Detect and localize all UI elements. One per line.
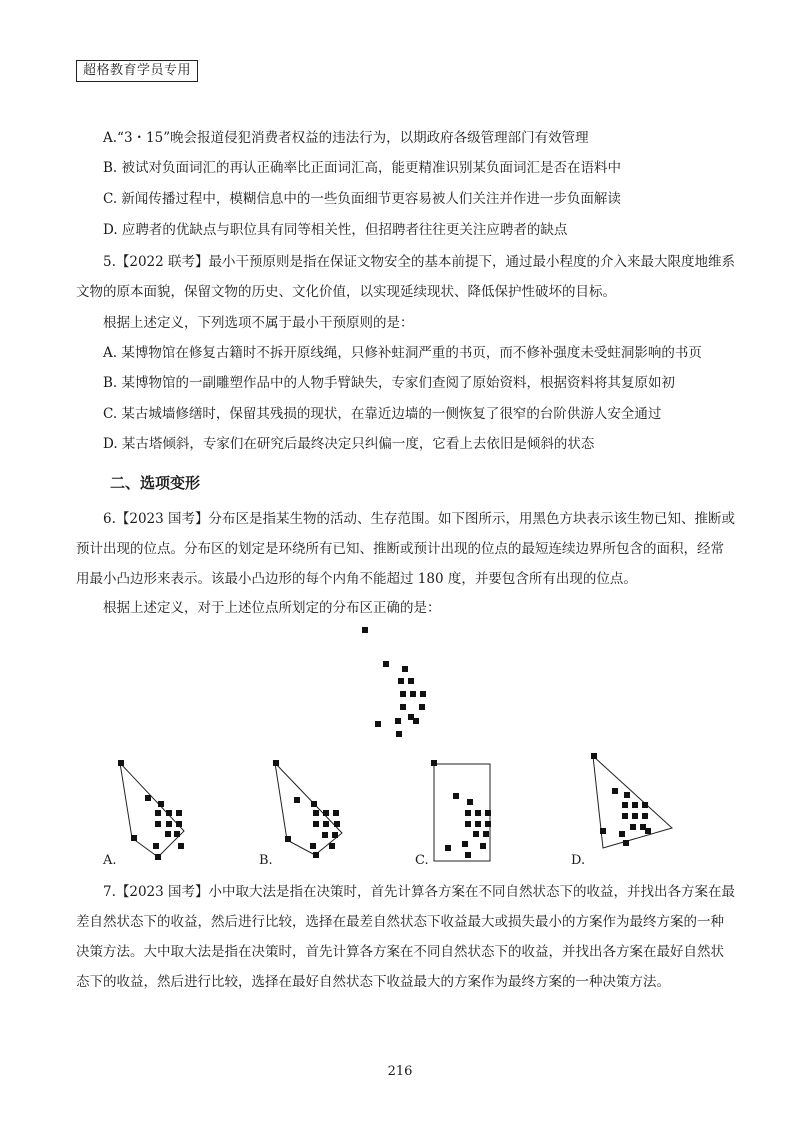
option-b-label: B. xyxy=(259,853,273,868)
site-point xyxy=(400,691,406,697)
q6-stem-line1: 6.【2023 国考】分布区是指某生物的活动、生存范围。如下图所示，用黑色方块表示该生物已知、推断或 xyxy=(103,511,736,527)
q5-stem-line1: 5.【2022 联考】最小干预原则是指在保证文物安全的基本前提下，通过最小程度的介入来最大限度地维系 xyxy=(103,254,736,270)
section-title: 二、选项变形 xyxy=(110,474,201,492)
site-point xyxy=(362,627,368,633)
q4-option-a: A.“3・15”晚会报道侵犯消费者权益的违法行为，以期政府各级管理部门有效管理 xyxy=(103,130,589,146)
option-a-figure[interactable] xyxy=(110,755,205,865)
q4-option-c: C. 新闻传播过程中，模糊信息中的一些负面细节更容易被人们关注并作进一步负面解读 xyxy=(103,191,621,207)
q6-stem-line3: 用最小凸边形来表示。该最小凸边形的每个内角不能超过 180 度，并要包含所有出现的位点。 xyxy=(76,571,637,587)
site-point xyxy=(396,731,402,737)
site-point xyxy=(395,718,401,724)
site-point xyxy=(398,678,404,684)
q5-option-d: D. 某古塔倾斜，专家们在研究后最终决定只纠偏一度，它看上去依旧是倾斜的状态 xyxy=(103,436,595,452)
q5-option-c: C. 某古城墙修缮时，保留其残损的现状，在靠近边墙的一侧恢复了很窄的台阶供游人安全通过 xyxy=(103,406,662,422)
q5-option-b: B. 某博物馆的一副雕塑作品中的人物手臂缺失，专家们查阅了原始资料，根据资料将其复原如初 xyxy=(103,375,676,391)
option-d-figure[interactable] xyxy=(585,748,685,858)
option-c-figure[interactable] xyxy=(425,755,500,865)
site-point xyxy=(402,666,408,672)
q6-stem-line2: 预计出现的位点。分布区的划定是环绕所有已知、推断或预计出现的位点的最短连续边界所包含的面积，经常 xyxy=(76,541,724,557)
q7-stem-line1: 7.【2023 国考】小中取大法是指在决策时，首先计算各方案在不同自然状态下的收益，并找出各方案在最 xyxy=(103,884,736,900)
option-a-label: A. xyxy=(103,853,117,868)
site-point xyxy=(419,704,425,710)
q4-option-d: D. 应聘者的优缺点与职位具有同等相关性，但招聘者往往更关注应聘者的缺点 xyxy=(103,222,568,238)
q7-stem-line3: 决策方法。大中取大法是指在决策时，首先计算各方案在不同自然状态下的收益，并找出各方案在最好自然状 xyxy=(76,944,724,960)
option-b-figure[interactable] xyxy=(265,755,365,865)
q6-prompt: 根据上述定义，对于上述位点所划定的分布区正确的是： xyxy=(103,600,441,616)
site-point xyxy=(383,661,389,667)
q7-stem-line4: 态下的收益，然后进行比较，选择在最好自然状态下收益最大的方案作为最终方案的一种决策方法。 xyxy=(76,974,670,990)
option-d-label: D. xyxy=(571,853,586,868)
q5-option-a: A. 某博物馆在修复古籍时不拆开原线绳，只修补蛀洞严重的书页，而不修补强度未受蛀洞影响的书页 xyxy=(103,345,702,361)
site-point xyxy=(410,691,416,697)
q7-stem-line2: 差自然状态下的收益，然后进行比较，选择在最差自然状态下收益最大或损失最小的方案作为最终方案的一种 xyxy=(76,914,724,930)
option-c-label: C. xyxy=(415,853,429,868)
point-cloud-figure xyxy=(355,622,445,742)
header-tag: 超格教育学员专用 xyxy=(76,60,198,82)
site-point xyxy=(408,678,414,684)
q4-option-b: B. 被试对负面词汇的再认正确率比正面词汇高，能更精准识别某负面词汇是否在语料中 xyxy=(103,160,622,176)
site-point xyxy=(400,704,406,710)
q5-stem-line2: 文物的原本面貌，保留文物的历史、文化价值，以实现延续现状、降低保护性破坏的目标。 xyxy=(76,284,616,300)
site-point xyxy=(375,721,381,727)
site-point xyxy=(420,691,426,697)
q5-prompt: 根据上述定义，下列选项不属于最小干预原则的是： xyxy=(103,315,414,331)
site-point xyxy=(413,718,419,724)
page-number: 216 xyxy=(387,1064,413,1079)
